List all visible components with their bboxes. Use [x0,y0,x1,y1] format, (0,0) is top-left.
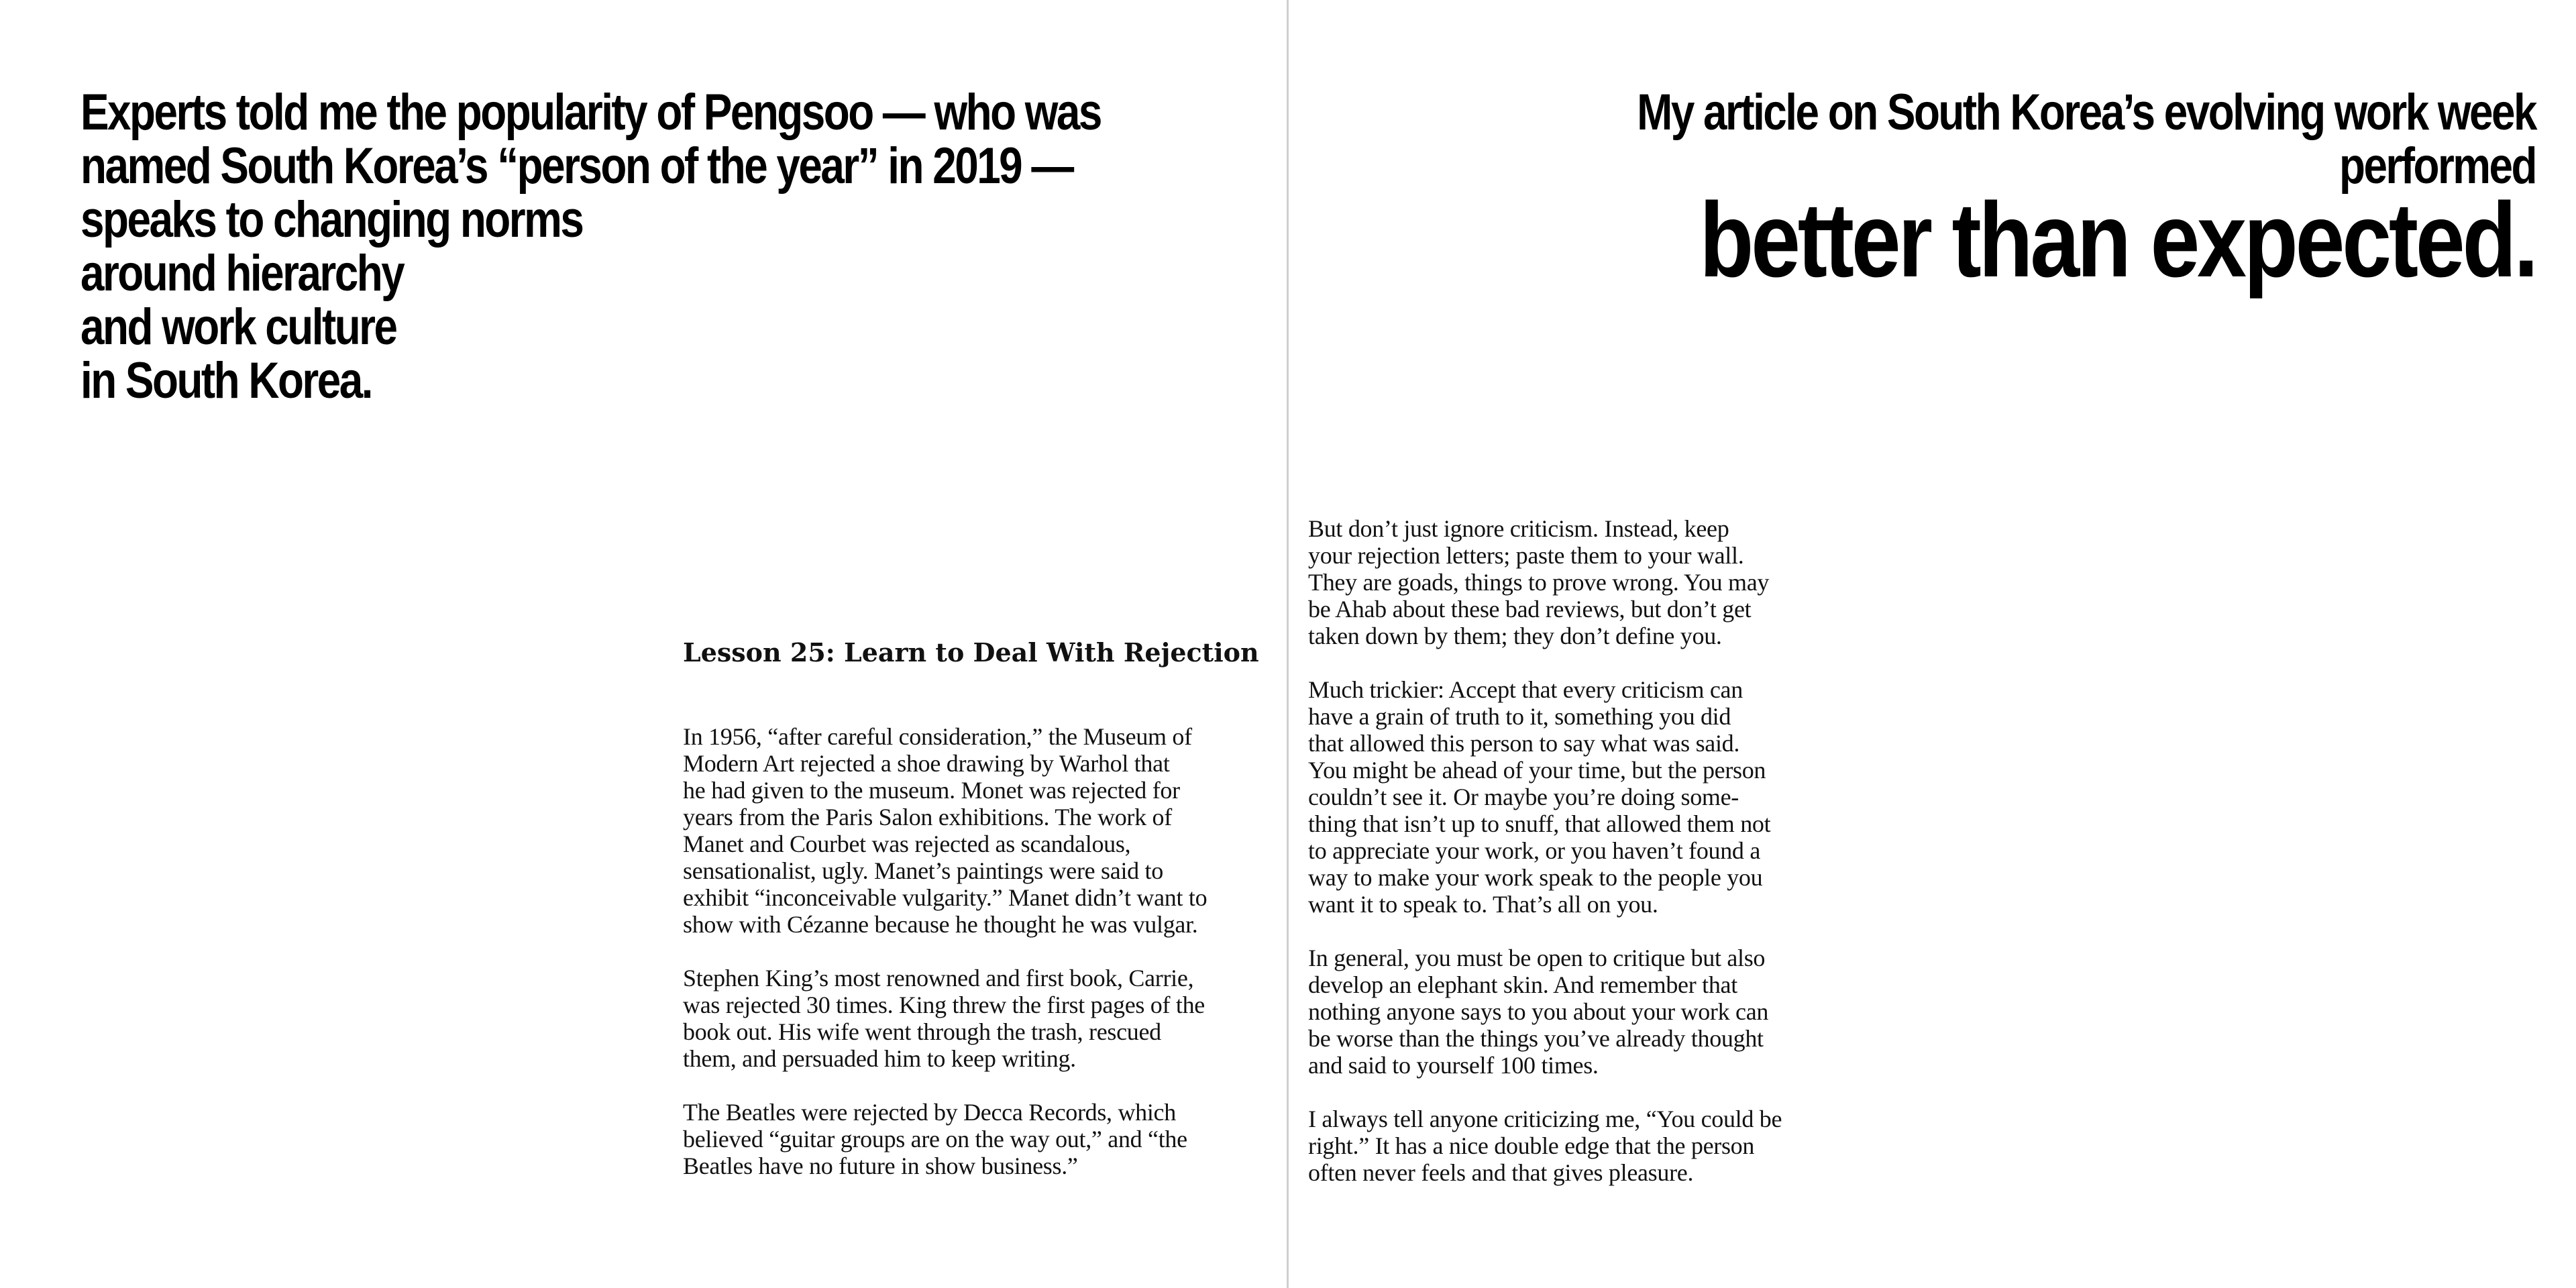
body-paragraph-elephant-skin [1308,945,1872,1079]
body-paragraph-ignore-criticism [1308,515,1872,649]
body-line: want it to speak to. That’s all on you. [1308,891,1658,918]
body-line: and said to yourself 100 times. [1308,1052,1599,1079]
body-line: You might be ahead of your time, but the person [1308,757,1766,784]
right-page [1288,0,2576,1288]
criticism-column [1308,515,1872,1213]
body-paragraph-you-could-be-right [1308,1106,1872,1186]
lesson-title: Lesson 25: Learn to Deal With Rejection [683,637,1259,667]
headline-line: in South Korea. [80,352,372,409]
body-line: them, and persuaded him to keep writing. [683,1045,1076,1072]
body-line: Much trickier: Accept that every criticism can [1308,676,1743,703]
body-line: sensationalist, ugly. Manet’s paintings were said to [683,857,1163,884]
body-line: In general, you must be open to critique but also [1308,945,1766,971]
body-line: Manet and Courbet was rejected as scandalous, [683,830,1131,857]
headline-line: named South Korea’s “person of the year” in 2019 — [80,138,1073,195]
body-line: nothing anyone says to you about your work can [1308,998,1769,1025]
body-paragraph-trickier [1308,676,1872,918]
headline-emphasis: better than expected. [1699,181,2536,299]
body-line: be Ahab about these bad reviews, but don’t get [1308,596,1752,623]
body-paragraph-warhol [683,723,1273,938]
right-headline [1395,84,2536,299]
body-line: he had given to the museum. Monet was rejected for [683,777,1180,804]
headline-line: around hierarchy [80,245,404,302]
body-line: In 1956, “after careful consideration,” the Museum of [683,723,1192,750]
headline-line: performed [2339,138,2536,195]
body-line: exhibit “inconceivable vulgarity.” Manet didn’t want to [683,884,1208,911]
body-line: thing that isn’t up to snuff, that allowed them not [1308,810,1771,837]
headline-line: Experts told me the popularity of Pengsoo — who was [80,84,1101,141]
body-line: develop an elephant skin. And remember that [1308,971,1737,998]
body-line: right.” It has a nice double edge that the person [1308,1132,1755,1159]
left-headline [80,84,1101,409]
body-line: years from the Paris Salon exhibitions. The work of [683,804,1172,830]
headline-line: My article on South Korea’s evolving work week [1637,84,2536,141]
body-line: be worse than the things you’ve already thought [1308,1025,1764,1052]
body-paragraph-beatles [683,1099,1273,1179]
body-line: taken down by them; they don’t define you. [1308,623,1722,649]
body-line: way to make your work speak to the people you [1308,864,1763,891]
body-line: couldn’t see it. Or maybe you’re doing some- [1308,784,1739,810]
headline-line: and work culture [80,299,396,356]
body-line: was rejected 30 times. King threw the first pages of the [683,991,1205,1018]
body-line: believed “guitar groups are on the way out,” and “the [683,1126,1187,1152]
body-line: Stephen King’s most renowned and first book, Carrie, [683,965,1194,991]
body-line: I always tell anyone criticizing me, “You could be [1308,1106,1782,1132]
body-line: They are goads, things to prove wrong. You may [1308,569,1770,596]
body-line: Beatles have no future in show business.” [683,1152,1078,1179]
body-line: The Beatles were rejected by Decca Records, which [683,1099,1176,1126]
body-line: often never feels and that gives pleasure. [1308,1159,1694,1186]
body-line: that allowed this person to say what was said. [1308,730,1740,757]
body-line: your rejection letters; paste them to your wall. [1308,542,1744,569]
headline-line: speaks to changing norms [80,191,583,248]
body-line: But don’t just ignore criticism. Instead, keep [1308,515,1729,542]
body-line: book out. His wife went through the trash, rescued [683,1018,1161,1045]
body-line: have a grain of truth to it, something you did [1308,703,1731,730]
body-paragraph-stephen-king [683,965,1273,1072]
body-line: Modern Art rejected a shoe drawing by Warhol that [683,750,1170,777]
body-line: show with Cézanne because he thought he was vulgar. [683,911,1198,938]
body-line: to appreciate your work, or you haven’t found a [1308,837,1761,864]
lesson-column [683,637,1273,1206]
